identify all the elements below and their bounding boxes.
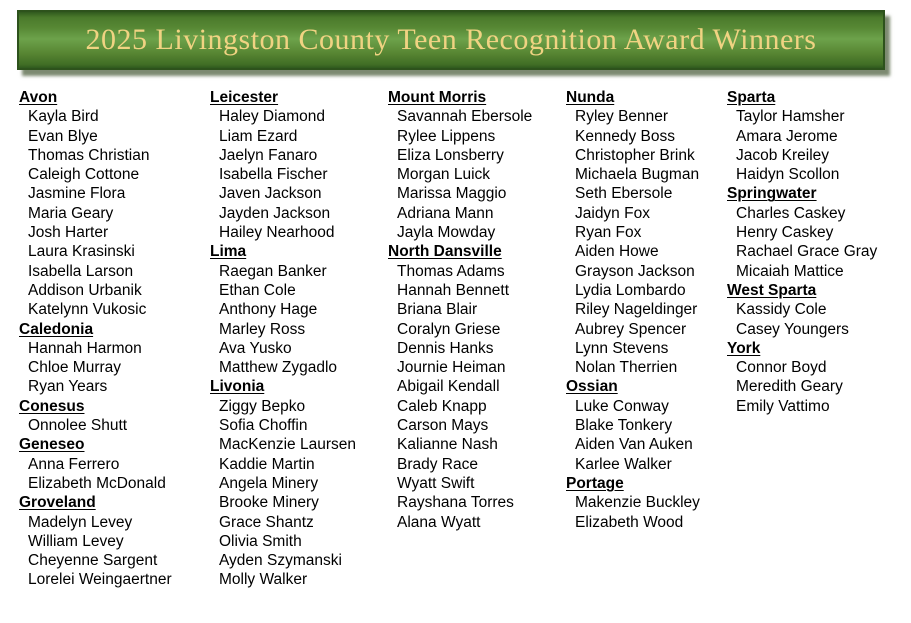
winner-name: Aiden Howe	[575, 243, 659, 261]
winner-name: Micaiah Mattice	[736, 262, 844, 280]
winner-name: Kassidy Cole	[736, 301, 827, 319]
winner-name: Amara Jerome	[736, 127, 838, 145]
winner-name: Dennis Hanks	[397, 339, 494, 357]
winner-name: Jacob Kreiley	[736, 146, 830, 164]
winner-name: Hannah Harmon	[28, 339, 142, 357]
winner-name: Josh Harter	[28, 224, 109, 242]
winners-column	[566, 88, 727, 532]
winner-name: Carson Mays	[397, 417, 489, 435]
winner-name: Taylor Hamsher	[736, 108, 845, 126]
winner-name: Raegan Banker	[219, 262, 327, 280]
winner-name: Liam Ezard	[219, 127, 298, 145]
winner-name: Nolan Therrien	[575, 359, 678, 377]
winner-name: Brady Race	[397, 455, 478, 473]
town-header: York	[727, 339, 761, 357]
winner-name: Eliza Lonsberry	[397, 146, 504, 164]
winner-name: Charles Caskey	[736, 204, 846, 222]
winner-name: Blake Tonkery	[575, 417, 673, 435]
winner-name: Ryan Years	[28, 378, 108, 396]
winner-name: Matthew Zygadlo	[219, 359, 338, 377]
winner-name: Anthony Hage	[219, 301, 318, 319]
winner-name: Journie Heiman	[397, 359, 506, 377]
winner-name: Riley Nageldinger	[575, 301, 698, 319]
page-title: 2025 Livingston County Teen Recognition Award Winners	[85, 23, 817, 56]
town-header: Leicester	[210, 89, 279, 106]
winner-name: Connor Boyd	[736, 359, 827, 377]
town-header: Ossian	[566, 378, 618, 396]
winners-column	[388, 88, 566, 532]
winner-name: Angela Minery	[219, 474, 319, 492]
winner-name: Katelynn Vukosic	[28, 301, 147, 319]
winner-name: Thomas Christian	[28, 146, 150, 164]
winner-name: Coralyn Griese	[397, 320, 501, 338]
winner-name: Rayshana Torres	[397, 494, 514, 512]
winner-name: Madelyn Levey	[28, 513, 133, 531]
winner-name: Morgan Luick	[397, 166, 491, 184]
town-header: Mount Morris	[388, 89, 487, 106]
winner-name: Brooke Minery	[219, 494, 319, 512]
winner-name: Lynn Stevens	[575, 339, 669, 357]
town-header: Geneseo	[19, 436, 85, 454]
winner-name: Jaidyn Fox	[575, 204, 650, 222]
winner-name: MacKenzie Laursen	[219, 436, 356, 454]
winner-name: Ryley Benner	[575, 108, 669, 126]
winner-name: Kalianne Nash	[397, 436, 498, 454]
winner-name: Ayden Szymanski	[219, 552, 342, 570]
winner-name: Marley Ross	[219, 320, 306, 338]
winner-name: Isabella Fischer	[219, 166, 328, 184]
winner-name: Anna Ferrero	[28, 455, 120, 473]
winner-name: Jayla Mowday	[397, 224, 496, 242]
town-header: Livonia	[210, 378, 265, 396]
winner-name: Aubrey Spencer	[575, 320, 687, 338]
winner-name: Karlee Walker	[575, 455, 672, 473]
winner-name: Hannah Bennett	[397, 281, 510, 299]
winner-name: Makenzie Buckley	[575, 494, 700, 512]
town-header: Lima	[210, 243, 247, 261]
winner-name: Alana Wyatt	[397, 513, 481, 531]
winner-name: Kayla Bird	[28, 108, 99, 126]
winner-name: Thomas Adams	[397, 262, 505, 280]
winner-name: Lorelei Weingaertner	[28, 571, 172, 589]
winner-name: Haidyn Scollon	[736, 166, 840, 184]
winner-name: Savannah Ebersole	[397, 108, 533, 126]
winner-name: Adriana Mann	[397, 204, 494, 222]
winner-name: Ryan Fox	[575, 224, 642, 242]
winner-name: Sofia Choffin	[219, 417, 308, 435]
winner-name: Kennedy Boss	[575, 127, 675, 145]
winner-name: Chloe Murray	[28, 359, 122, 377]
winner-name: Hailey Nearhood	[219, 224, 335, 242]
winner-name: Meredith Geary	[736, 378, 843, 396]
town-header: Conesus	[19, 397, 85, 415]
winner-name: Jayden Jackson	[219, 204, 331, 222]
winner-name: Christopher Brink	[575, 146, 695, 164]
winner-name: Henry Caskey	[736, 224, 834, 242]
winner-name: Jasmine Flora	[28, 185, 126, 203]
town-header: Portage	[566, 474, 624, 492]
winner-name: Javen Jackson	[219, 185, 322, 203]
winner-name: Aiden Van Auken	[575, 436, 693, 454]
winner-name: Abigail Kendall	[397, 378, 500, 396]
winner-name: Caleb Knapp	[397, 397, 487, 415]
winner-name: Jaelyn Fanaro	[219, 146, 318, 164]
winner-name: Ethan Cole	[219, 281, 296, 299]
town-header: Springwater	[727, 185, 817, 203]
winners-column	[210, 88, 388, 590]
winner-name: Lydia Lombardo	[575, 281, 686, 299]
winner-name: Luke Conway	[575, 397, 669, 415]
winner-name: William Levey	[28, 532, 124, 550]
winner-name: Cheyenne Sargent	[28, 552, 158, 570]
winner-name: Ava Yusko	[219, 339, 292, 357]
town-header: West Sparta	[727, 281, 817, 299]
town-header: North Dansville	[388, 243, 502, 261]
winner-name: Casey Youngers	[736, 320, 849, 338]
town-header: Sparta	[727, 89, 776, 106]
winner-name: Wyatt Swift	[397, 474, 475, 492]
winners-columns	[19, 88, 911, 590]
winner-name: Seth Ebersole	[575, 185, 673, 203]
winner-name: Laura Krasinski	[28, 243, 135, 261]
winner-name: Caleigh Cottone	[28, 166, 140, 184]
town-header: Caledonia	[19, 320, 94, 338]
town-header: Avon	[19, 89, 58, 106]
town-header: Groveland	[19, 494, 96, 512]
winner-name: Kaddie Martin	[219, 455, 315, 473]
winner-name: Elizabeth Wood	[575, 513, 684, 531]
winner-name: Marissa Maggio	[397, 185, 507, 203]
winner-name: Rylee Lippens	[397, 127, 496, 145]
winner-name: Elizabeth McDonald	[28, 474, 166, 492]
winner-name: Emily Vattimo	[736, 397, 830, 415]
winners-column	[727, 88, 911, 416]
winners-column	[19, 88, 210, 590]
winner-name: Onnolee Shutt	[28, 417, 128, 435]
winner-name: Haley Diamond	[219, 108, 325, 126]
winner-name: Michaela Bugman	[575, 166, 700, 184]
winner-name: Evan Blye	[28, 127, 98, 145]
winner-name: Grayson Jackson	[575, 262, 695, 280]
winner-name: Addison Urbanik	[28, 281, 142, 299]
title-banner	[17, 10, 885, 70]
winner-name: Grace Shantz	[219, 513, 314, 531]
winner-name: Briana Blair	[397, 301, 478, 319]
winner-name: Olivia Smith	[219, 532, 302, 550]
winner-name: Rachael Grace Gray	[736, 243, 878, 261]
winner-name: Isabella Larson	[28, 262, 134, 280]
town-header: Nunda	[566, 89, 615, 106]
winner-name: Ziggy Bepko	[219, 397, 306, 415]
winner-name: Maria Geary	[28, 204, 114, 222]
winner-name: Molly Walker	[219, 571, 308, 589]
